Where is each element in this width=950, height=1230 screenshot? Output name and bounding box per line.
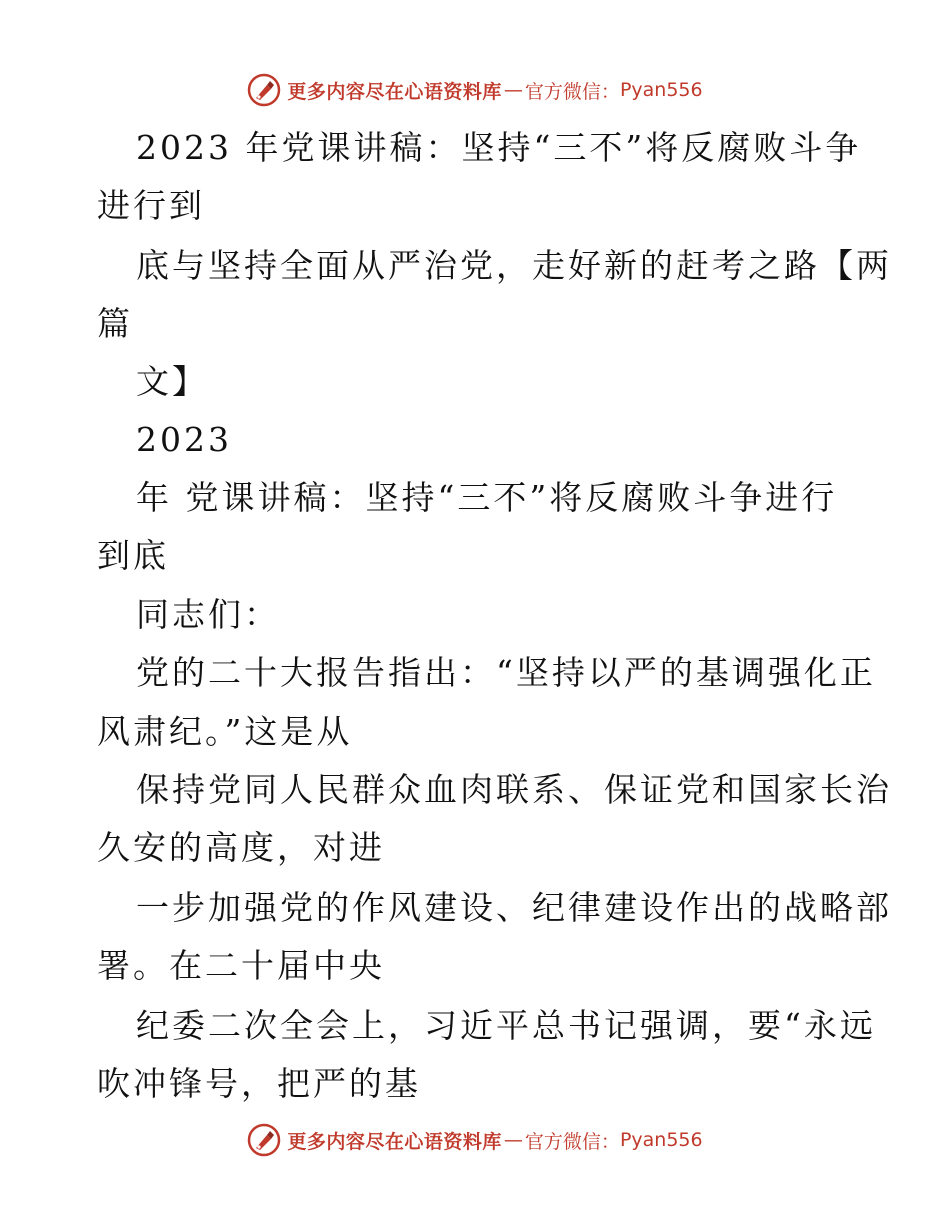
text-line: 保持党同人民群众血肉联系、保证党和国家长治	[136, 770, 892, 809]
text-line: 纪委二次全会上，习近平总书记强调，要“永远	[136, 1006, 876, 1045]
text-line: 2023 年党课讲稿：坚持“三不”将反腐败斗争	[136, 128, 862, 167]
separator: —	[503, 79, 523, 101]
text-line: 底与坚持全面从严治党，走好新的赶考之路【两	[136, 246, 892, 285]
wechat-label: 官方微信：	[524, 1130, 620, 1153]
text-line: 篇	[97, 304, 133, 343]
text-line: 进行到	[97, 186, 205, 225]
text-line: 年 党课讲稿：坚持“三不”将反腐败斗争进行	[136, 478, 838, 517]
text-line: 久安的高度，对进	[97, 828, 385, 867]
text-line: 同志们：	[136, 595, 280, 634]
text-line: 一步加强党的作风建设、纪律建设作出的战略部	[136, 888, 892, 927]
site-name: 更多内容尽在心语资料库	[287, 1130, 502, 1153]
wechat-account: Pyan556	[619, 79, 703, 101]
site-name: 更多内容尽在心语资料库	[287, 80, 502, 103]
text-line: 署。在二十届中央	[97, 946, 385, 985]
text-line: 到底	[97, 536, 169, 575]
pen-nib-logo-icon	[247, 1123, 281, 1157]
separator: —	[503, 1129, 523, 1151]
header-watermark-banner	[0, 70, 950, 110]
text-line: 文】	[136, 362, 208, 401]
text-line: 吹冲锋号，把严的基	[97, 1064, 421, 1103]
wechat-label: 官方微信：	[524, 80, 620, 103]
pen-nib-logo-icon	[247, 73, 281, 107]
text-line: 风肃纪。”这是从	[97, 712, 353, 751]
footer-watermark-banner	[0, 1120, 950, 1160]
text-line: 党的二十大报告指出：“坚持以严的基调强化正	[136, 653, 876, 692]
wechat-account: Pyan556	[619, 1129, 703, 1151]
text-line: 2023	[136, 420, 232, 459]
